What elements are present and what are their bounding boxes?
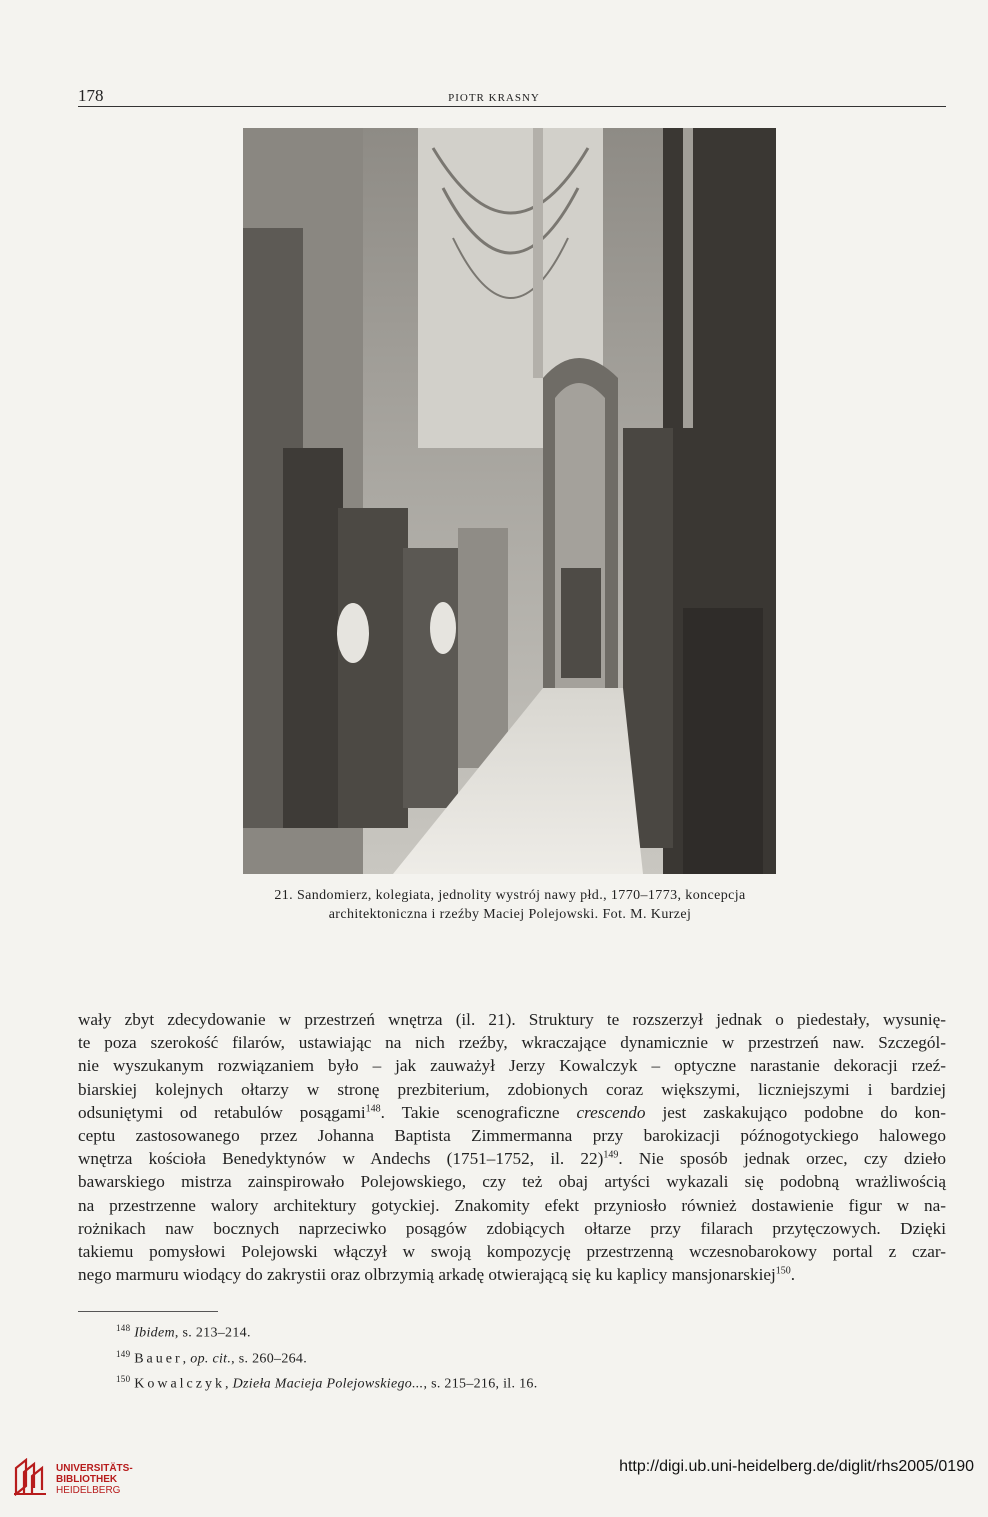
text-line: nie wyszukanym rozwiązaniem było – jak zauważył Jerzy Kowalczyk – optyczne narastanie dekoracji rzeź-	[78, 1056, 946, 1076]
caption-line: 21. Sandomierz, kolegiata, jednolity wystrój nawy płd., 1770–1773, koncepcja	[274, 888, 746, 903]
library-name-line: UNIVERSITÄTS-	[56, 1463, 133, 1474]
library-name-line: HEIDELBERG	[56, 1485, 121, 1496]
footnote-149: $^{149}$ Bauer, op. cit., s. 260–264.	[116, 1348, 308, 1367]
page-number: 178	[78, 86, 104, 105]
running-title: PIOTR KRASNY	[448, 92, 540, 104]
library-logo-icon	[12, 1458, 50, 1496]
footnote-rule	[78, 1311, 218, 1312]
library-name-line: BIBLIOTHEK	[56, 1474, 118, 1485]
text-line: te poza szerokość filarów, ustawiając na nich rzeźby, wkraczające dynamicznie w przestrzeń naw. Szczegól-	[78, 1033, 946, 1053]
figure-caption	[150, 886, 870, 924]
text-run: jest zaskakująco podobne do kon-	[645, 1102, 946, 1122]
text-line: rożnikach naw bocznych naprzeciwko posągów zdobiących ołtarze przy filarach przytęczowych. Dzięki	[78, 1218, 946, 1238]
text-run: odsuniętymi od retabulów posągami	[78, 1102, 366, 1122]
text-run: . Takie scenograficzne	[380, 1102, 577, 1122]
footnote-number: 148	[116, 1323, 131, 1333]
text-line: takiemu pomysłowi Polejowski włączył w swoją kompozycję przestrzenną wczesnobarokowy portal z czar-	[78, 1242, 946, 1262]
text-run: wnętrza kościoła Benedyktynów w Andechs (1751–1752, il. 22)	[78, 1149, 604, 1169]
footnote-number: 150	[116, 1374, 131, 1385]
footnote-author: Kowalczyk	[134, 1376, 225, 1392]
italic-term: crescendo	[576, 1102, 646, 1122]
figure-photograph	[243, 128, 776, 874]
footnote-text: , s. 215–216, il. 16.	[423, 1376, 538, 1392]
library-name	[56, 1463, 133, 1496]
footnote-title: Ibidem	[134, 1325, 175, 1341]
footnote-ref-150[interactable]: 150	[775, 1265, 791, 1277]
text-line: bawarskiego mistrza zainspirowało Polejowskiego, czy też obaj artyści wykazali się podobną wrażliwością	[78, 1172, 946, 1192]
text-run: .	[790, 1265, 796, 1285]
footnote-150: $^{150}$ Kowalczyk, Dzieła Macieja Polejowskiego..., s. 215–216, il. 16.	[116, 1374, 538, 1392]
footnote-148	[116, 1318, 538, 1344]
header-rule	[78, 106, 946, 107]
text-line	[78, 1263, 946, 1286]
text-line: biarskiej kolejnych ołtarzy w stronę prezbiterium, zdobionych coraz większymi, liczniejszymi i bardziej	[78, 1079, 946, 1099]
text-run: nego marmuru wiodący do zakrystii oraz olbrzymią arkadę otwierającą się ku kaplicy mansjonarskiej	[78, 1265, 776, 1285]
footnote-title: Dzieła Macieja Polejowskiego...	[232, 1376, 424, 1392]
caption-line: architektoniczna i rzeźby Maciej Polejowski. Fot. M. Kurzej	[328, 907, 692, 922]
text-line: ceptu zastosowanego przez Johanna Baptista Zimmermanna przy barokizacji późnogotyckiego halowego	[78, 1126, 946, 1146]
footnotes	[116, 1318, 538, 1395]
text-line: na przestrzenne walory architektury gotyckiej. Znakomity efekt przyniosło również dostawienie figur w na-	[78, 1195, 946, 1215]
footnote-text: , s. 260–264.	[231, 1351, 308, 1367]
text-line	[78, 1147, 946, 1170]
text-run: . Nie sposób jednak orzec, czy dzieło	[618, 1149, 946, 1169]
footnote-number: 149	[116, 1348, 131, 1359]
footnote-title: op. cit.	[190, 1351, 232, 1367]
footnote-ref-149[interactable]: 149	[603, 1149, 619, 1161]
text-line: wały zbyt zdecydowanie w przestrzeń wnętrza (il. 21). Struktury te rozszerzył jednak o piedestały, wysunię-	[78, 1010, 946, 1029]
body-paragraph	[78, 1008, 946, 1286]
footnote-text: , s. 213–214.	[174, 1325, 251, 1341]
footnote-author: Bauer	[134, 1351, 183, 1367]
footnote-ref-148[interactable]: 148	[365, 1103, 381, 1115]
source-url-link[interactable]: http://digi.ub.uni-heidelberg.de/diglit/rhs2005/0190	[619, 1458, 974, 1475]
text-line	[78, 1101, 946, 1124]
church-interior-image	[243, 128, 776, 874]
